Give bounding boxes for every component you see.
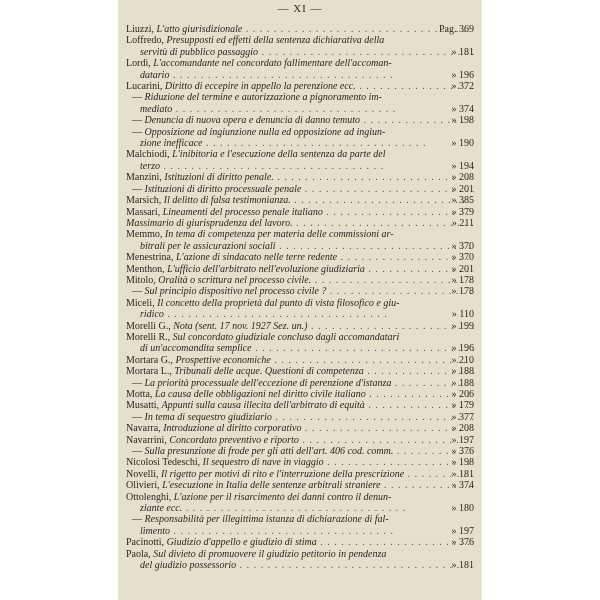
entry-title: Introduzione al diritto corporativo — [163, 423, 302, 435]
index-entry — [126, 549, 474, 572]
entry-title: zione inefficace — [140, 138, 203, 150]
entry-page-number: » 180 — [451, 503, 474, 515]
entry-page-number: » 370 — [451, 240, 474, 252]
entry-author: Nicolosi Tedeschi, — [126, 457, 201, 469]
entry-author: — — [132, 377, 142, 389]
entry-page-number: » 372 — [451, 81, 474, 93]
entry-author: Memmo, — [126, 229, 163, 241]
entry-page-number: » 190 — [451, 138, 474, 150]
entry-author: Mortara G., — [126, 354, 173, 366]
index-entry — [126, 275, 474, 286]
entry-title: Il sequestro di nave in viaggio — [202, 457, 324, 469]
index-entry — [126, 35, 474, 58]
entry-line — [126, 298, 474, 309]
entry-author: — — [132, 446, 142, 458]
entry-author: Morelli G., — [126, 320, 171, 332]
entry-title: L'inibitoria e l'esecuzione della sentenza da parte del — [172, 149, 386, 161]
entry-page-number: » 181 — [451, 46, 474, 58]
entry-author: — — [132, 411, 142, 423]
entry-author: Marsich, — [126, 195, 162, 207]
entry-page-number: » 374 — [451, 480, 474, 492]
entry-title: mediato — [140, 103, 173, 115]
entry-page-number: » 385 — [451, 195, 474, 207]
entry-page-number: » 208 — [451, 172, 474, 184]
entry-line — [126, 229, 474, 240]
entry-line — [126, 560, 474, 571]
entry-line — [126, 480, 474, 491]
entry-line — [126, 366, 474, 377]
entry-title: Lineamenti del processo penale italiano — [162, 206, 323, 218]
entry-line — [126, 184, 474, 195]
entry-title: L'esecuzione in Italia delle sentenze arbitrali straniere — [162, 480, 381, 492]
entry-line — [126, 412, 474, 423]
index-entry — [126, 229, 474, 252]
entry-title: Tribunali delle acque. Questioni di competenza — [174, 366, 364, 378]
index-entry — [126, 184, 474, 195]
entry-title: del giudizio possessorio — [140, 560, 237, 572]
entry-line — [126, 423, 474, 434]
entry-line — [126, 138, 474, 149]
entry-title: La priorità processuale dell'eccezione di perenzione d'istanza — [144, 377, 392, 389]
entry-author: Menestrina, — [126, 252, 174, 264]
index-entry — [126, 378, 474, 389]
entry-author: — — [132, 92, 142, 104]
entry-title: Il delitto di falsa testimonianza. — [163, 195, 291, 207]
entry-line — [126, 355, 474, 366]
entry-line — [126, 172, 474, 183]
entry-line — [126, 252, 474, 263]
entry-title: L'atto giurisdizionale — [156, 24, 243, 35]
index-list — [126, 24, 474, 572]
index-entry — [126, 92, 474, 115]
entry-page-number: » 201 — [451, 183, 474, 195]
entry-title: L'ufficio dell'arbitrato nell'evoluzione giudiziaria — [167, 263, 365, 275]
entry-title: In tema di competenza per materia delle commissioni ar- — [164, 229, 394, 241]
entry-line — [126, 332, 474, 343]
entry-title: Denuncia di nuova opera e denuncia di danno temuto — [144, 115, 361, 127]
entry-page-number: » 194 — [451, 160, 474, 172]
entry-line — [126, 389, 474, 400]
entry-line — [126, 35, 474, 46]
entry-line — [126, 47, 474, 58]
entry-page-number: » 196 — [451, 69, 474, 81]
entry-author: Malchiodi, — [126, 149, 170, 161]
entry-line — [126, 537, 474, 548]
entry-page-number: » 110 — [451, 309, 474, 321]
index-entry — [126, 321, 474, 332]
entry-line — [126, 92, 474, 103]
entry-page-number: » 179 — [451, 400, 474, 412]
entry-line — [126, 241, 474, 252]
index-entry — [126, 412, 474, 423]
entry-title: In tema di sequestro giudiziario — [144, 411, 272, 423]
entry-title: Giudizio d'appello e giudizio di stima — [166, 537, 317, 549]
entry-page-number: » 376 — [451, 537, 474, 549]
entry-line — [126, 161, 474, 172]
entry-page-number: » 210 — [451, 354, 474, 366]
index-entry — [126, 332, 474, 355]
entry-line — [126, 115, 474, 126]
entry-title: Opposizione ad ingiunzione nulla ed opposizione ad ingiun- — [144, 126, 386, 138]
entry-page-number: » 201 — [451, 263, 474, 275]
index-entry — [126, 480, 474, 491]
index-entry — [126, 423, 474, 434]
entry-line — [126, 24, 474, 35]
entry-title: Sulla presunzione di frode per gli atti dell'art. 406 cod. comm. — [144, 446, 394, 458]
entry-page-number: Pag. 369 — [439, 24, 474, 35]
entry-author: Musatti, — [126, 400, 160, 412]
entry-line — [126, 526, 474, 537]
entry-title: Presupposti ed effetti della sentenza dichiarativa della — [166, 35, 385, 47]
entry-title: terzo — [140, 160, 160, 172]
entry-page-number: » 198 — [451, 457, 474, 469]
entry-author: Pacinotti, — [126, 537, 165, 549]
entry-page-number: » 206 — [451, 389, 474, 400]
entry-title: L'accomandante nel concordato fallimentare dell'accoman- — [153, 58, 392, 70]
entry-title: Sul divieto di promuovere il giudizio petitorio in pendenza — [153, 548, 387, 560]
entry-author: Navarra, — [126, 423, 161, 435]
index-entry — [126, 218, 474, 229]
index-entry — [126, 366, 474, 377]
page-header: — XI — — [277, 3, 323, 15]
entry-page-number: » 197 — [451, 434, 474, 446]
entry-line — [126, 503, 474, 514]
entry-page-number: » 199 — [451, 320, 474, 332]
entry-line — [126, 264, 474, 275]
entry-page-number: » 181 — [451, 468, 474, 480]
entry-page-number: » 376 — [451, 446, 474, 458]
entry-author: Novelli, — [126, 468, 159, 480]
entry-author: Ottolenghi, — [126, 491, 172, 503]
entry-line — [126, 309, 474, 320]
entry-title: ziante ecc. — [140, 503, 183, 515]
entry-author: Loffredo, — [126, 35, 164, 47]
entry-title: Nota (sent. 17 nov. 1927 Sez. un.) — [173, 320, 308, 332]
entry-page-number: » 198 — [451, 115, 474, 127]
entry-title: servitù di pubblico passaggio — [140, 46, 259, 58]
entry-title: Istituzioni di diritto penale. — [164, 172, 274, 184]
entry-page-number: » 178 — [451, 274, 474, 286]
entry-page-number: » 197 — [451, 525, 474, 537]
entry-line — [126, 549, 474, 560]
index-entry — [126, 389, 474, 400]
index-entry — [126, 298, 474, 321]
entry-page-number: » 208 — [451, 423, 474, 435]
entry-title: Prospettive economiche — [175, 354, 271, 366]
entry-line — [126, 58, 474, 69]
entry-title: Appunti sulla causa illecita dell'arbitrato di equità — [161, 400, 365, 412]
entry-title: Sul principio dispositivo nel processo civile ? — [144, 286, 327, 298]
entry-page-number: » 374 — [451, 103, 474, 115]
entry-line — [126, 286, 474, 297]
entry-line — [126, 457, 474, 468]
entry-line — [126, 70, 474, 81]
entry-author: Motta, — [126, 389, 153, 400]
entry-page-number: » 188 — [451, 366, 474, 378]
index-entry — [126, 355, 474, 366]
index-entry — [126, 400, 474, 411]
entry-author: Morelli R., — [126, 331, 171, 343]
entry-line — [126, 104, 474, 115]
entry-line — [126, 435, 474, 446]
entry-line — [126, 195, 474, 206]
index-entry — [126, 195, 474, 206]
entry-title: Il concetto della proprietà dal punto di vista filosofico e giu- — [157, 297, 400, 309]
entry-author: Mortara L., — [126, 366, 172, 378]
entry-title: Diritto di eccepire in appello la perenzione ecc. — [164, 81, 356, 93]
entry-author: — — [132, 183, 142, 195]
index-entry — [126, 81, 474, 92]
index-entry — [126, 252, 474, 263]
entry-line — [126, 469, 474, 480]
index-entry — [126, 286, 474, 297]
entry-line — [126, 343, 474, 354]
entry-author: Massari, — [126, 206, 161, 218]
entry-title: ridico — [140, 309, 164, 321]
entry-page-number: » 379 — [451, 206, 474, 218]
index-entry — [126, 127, 474, 150]
entry-title: Concordato preventivo e riporto — [169, 434, 299, 446]
entry-author: Lucarini, — [126, 81, 163, 93]
index-entry — [126, 207, 474, 218]
entry-title: Sul concordato giudiziale concluso dagli accomandatari — [172, 331, 400, 343]
entry-title: L'azione per il risarcimento dei danni contro il denun- — [173, 491, 392, 503]
index-entry — [126, 537, 474, 548]
entry-author: Olivieri, — [126, 480, 160, 492]
entry-line — [126, 378, 474, 389]
entry-title: La causa delle obbligazioni nel diritto civile italiano — [154, 389, 366, 400]
index-entry — [126, 435, 474, 446]
entry-line — [126, 149, 474, 160]
entry-line — [126, 446, 474, 457]
entry-author: Manzini, — [126, 172, 162, 184]
entry-title: di un'accomandita semplice — [140, 343, 252, 355]
index-entry — [126, 492, 474, 515]
index-entry — [126, 446, 474, 457]
index-entry — [126, 172, 474, 183]
index-entry — [126, 469, 474, 480]
entry-page-number: » 211 — [451, 217, 474, 229]
entry-page-number: » 178 — [451, 286, 474, 298]
entry-line — [126, 207, 474, 218]
entry-author: — — [132, 115, 142, 127]
entry-title: limento — [140, 525, 170, 537]
entry-title: L'azione di sindacato nelle terre redente — [176, 252, 338, 264]
index-entry — [126, 115, 474, 126]
entry-line — [126, 400, 474, 411]
index-entry — [126, 149, 474, 172]
entry-author: Navarrini, — [126, 434, 167, 446]
entry-line — [126, 81, 474, 92]
entry-author: Mitolo, — [126, 274, 156, 286]
index-entry — [126, 58, 474, 81]
index-entry — [126, 24, 474, 35]
entry-author: — — [132, 514, 142, 526]
entry-title: bitrali per le assicurazioni sociali — [140, 240, 276, 252]
entry-title: Riduzione del termine e autorizzazione a pignoramento im- — [144, 92, 382, 104]
index-entry — [126, 514, 474, 537]
entry-title: Responsabilità per illegittima istanza di dichiarazione di fal- — [144, 514, 389, 526]
entry-title: Oralità o scrittura nel processo civile. — [158, 274, 312, 286]
entry-line — [126, 275, 474, 286]
entry-author: Menthon, — [126, 263, 165, 275]
entry-author: — — [132, 126, 142, 138]
entry-title: Il rigetto per motivi di rito e l'interruzione della prescrizione — [161, 468, 405, 480]
entry-page-number: » 196 — [451, 343, 474, 355]
entry-page-number: » 377 — [451, 411, 474, 423]
entry-author: Liuzzi, — [126, 24, 155, 35]
entry-line — [126, 127, 474, 138]
entry-line — [126, 321, 474, 332]
entry-page-number: » 181 — [451, 560, 474, 572]
entry-page-number: » 370 — [451, 252, 474, 264]
entry-line — [126, 514, 474, 525]
entry-line — [126, 492, 474, 503]
index-entry — [126, 264, 474, 275]
entry-title: datario — [140, 69, 170, 81]
entry-author: Paola, — [126, 548, 151, 560]
entry-title: Massimario di giurisprudenza del lavoro. — [126, 217, 293, 229]
entry-page-number: » 188 — [451, 377, 474, 389]
book-page — [118, 0, 482, 600]
entry-line — [126, 218, 474, 229]
index-entry — [126, 457, 474, 468]
entry-author: Lordi, — [126, 58, 151, 70]
entry-author: Miceli, — [126, 297, 155, 309]
entry-title: Istituzioni di diritto processuale penale — [144, 183, 302, 195]
entry-author: — — [132, 286, 142, 298]
